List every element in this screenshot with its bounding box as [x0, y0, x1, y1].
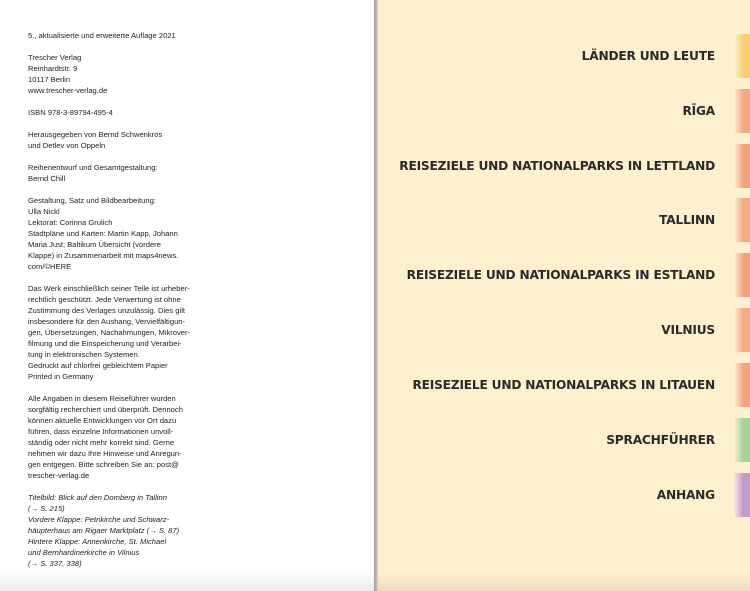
imprint-line: Lektorat: Corinna Grulich [28, 218, 113, 227]
imprint-line: tung in elektronischen Systemen. [28, 350, 140, 359]
section-heading: VILNIUS [661, 323, 715, 337]
imprint-line: trescher-verlag.de [28, 471, 90, 480]
imprint-line: und Bernhardinerkirche in Vilnius [28, 548, 140, 557]
imprint-line: com/©HERE [28, 262, 72, 271]
imprint-line: Ulla Nickl [28, 207, 60, 216]
series-design-paragraph [28, 162, 188, 184]
section-color-tab [733, 473, 750, 517]
section-heading: REISEZIELE UND NATIONALPARKS IN ESTLAND [406, 268, 715, 282]
imprint-line: rechtlich geschützt. Jede Verwertung ist ohne [28, 295, 181, 304]
page-bottom-shadow [0, 573, 376, 591]
imprint-text [28, 30, 191, 569]
imprint-line: Gestaltung, Satz und Bildbearbeitung: [28, 196, 156, 205]
disclaimer-paragraph [28, 393, 188, 481]
imprint-line: häupterhaus am Rigaer Marktplatz (→ S. 87) [28, 526, 180, 535]
isbn-paragraph [28, 107, 188, 118]
section-heading: REISEZIELE UND NATIONALPARKS IN LITAUEN [412, 378, 715, 392]
section-color-tab [733, 198, 750, 242]
section-color-tab [733, 34, 750, 78]
editors-paragraph [28, 129, 188, 151]
imprint-line: gen entgegen. Bitte schreiben Sie an: post@ [28, 460, 179, 469]
imprint-line: Hintere Klappe: Annenkirche, St. Michael [28, 537, 167, 546]
section-color-tab [733, 253, 750, 297]
imprint-line: ISBN 978-3-89794-495-4 [28, 108, 113, 117]
imprint-line: können aktuelle Entwicklungen vor Ort dazu [28, 416, 177, 425]
credits-paragraph [28, 195, 188, 272]
section-color-tab [733, 144, 750, 188]
section-color-tab [733, 363, 750, 407]
imprint-line: Vordere Klappe: Petrikirche und Schwarz- [28, 515, 170, 524]
section-heading: LÄNDER UND LEUTE [581, 49, 715, 63]
imprint-line: (→ S. 337, 338) [28, 559, 82, 568]
imprint-line: Bernd Chill [28, 174, 66, 183]
imprint-line: gen, Übersetzungen, Nachahmungen, Mikrover- [28, 328, 191, 337]
section-color-tab [733, 418, 750, 462]
imprint-line: Herausgegeben von Bernd Schwenkros [28, 130, 163, 139]
section-color-tab [733, 308, 750, 352]
imprint-line: Das Werk einschließlich seiner Teile ist urheber- [28, 284, 190, 293]
imprint-line: Alle Angaben in diesem Reiseführer wurden [28, 394, 176, 403]
copyright-paragraph [28, 283, 191, 382]
section-heading: RĪGA [682, 104, 715, 118]
imprint-line: Klappe) in Zusammenarbeit mit maps4news. [28, 251, 179, 260]
imprint-line: filmung und die Einspeicherung und Verarbei- [28, 339, 182, 348]
imprint-line: Trescher Verlag [28, 53, 82, 62]
imprint-line: führen, dass einzelne Informationen unvoll- [28, 427, 174, 436]
imprint-line: Maria Just; Baltikum Übersicht (vordere [28, 240, 161, 249]
imprint-line: und Detlev von Oppeln [28, 141, 106, 150]
imprint-line: Gedruckt auf chlorfrei gebleichtem Papier [28, 361, 168, 370]
imprint-line: Reinhardtstr. 9 [28, 64, 78, 73]
edition-paragraph [28, 30, 188, 41]
publisher-address [28, 52, 188, 96]
imprint-line: Titelbild: Blick auf den Domberg in Tallinn [28, 493, 167, 502]
page-bottom-shadow [377, 573, 750, 591]
imprint-line: (→ S. 215) [28, 504, 65, 513]
book-spine [374, 0, 378, 591]
imprint-line: nehmen wir dazu Ihre Hinweise und Anregun- [28, 449, 182, 458]
imprint-line: 5., aktualisierte und erweiterte Auflage 2021 [28, 31, 176, 40]
imprint-line: Zustimmung des Verlages unzulässig. Dies gilt [28, 306, 186, 315]
section-heading: ANHANG [656, 488, 715, 502]
imprint-line: ständig oder nicht mehr korrekt sind. Gerne [28, 438, 175, 447]
section-heading: SPRACHFÜHRER [606, 433, 715, 447]
section-color-tab [733, 89, 750, 133]
imprint-line: Reihenentwurf und Gesamtgestaltung: [28, 163, 158, 172]
imprint-line: Printed in Germany [28, 372, 94, 381]
imprint-line: www.trescher-verlag.de [28, 86, 108, 95]
imprint-line: Stadtpläne und Karten: Martin Kapp, Johann [28, 229, 178, 238]
imprint-line: insbesondere für den Aushang, Vervielfältigun- [28, 317, 186, 326]
picture-credits-paragraph [28, 492, 188, 569]
section-heading: REISEZIELE UND NATIONALPARKS IN LETTLAND [399, 159, 715, 173]
section-heading: TALLINN [659, 213, 715, 227]
imprint-line: 10117 Berlin [28, 75, 71, 84]
imprint-line: sorgfältig recherchiert und überprüft. Dennoch [28, 405, 183, 414]
